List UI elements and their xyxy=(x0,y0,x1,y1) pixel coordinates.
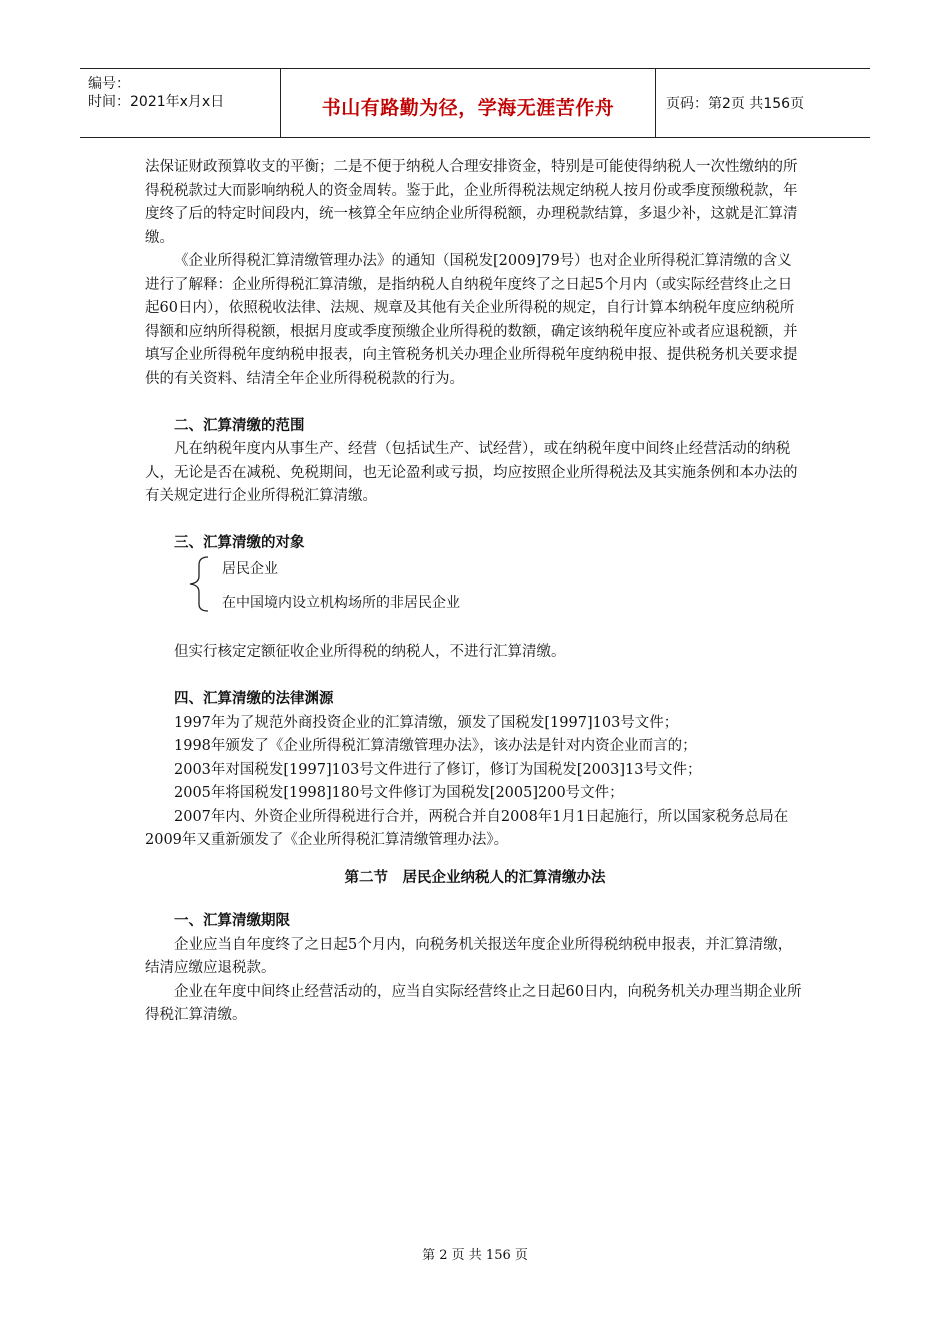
document-body xyxy=(145,156,805,1028)
paragraph-object-note: 但实行核定定额征收企业所得税的纳税人，不进行汇算清缴。 xyxy=(174,644,566,660)
object-brace-list xyxy=(174,556,805,618)
header-motto: 书山有路勤为径，学海无涯苦作舟 xyxy=(321,97,615,119)
section-title: 第二节 居民企业纳税人的汇算清缴办法 xyxy=(344,869,606,886)
heading-scope: 二、汇算清缴的范围 xyxy=(174,417,305,434)
header-left-cell xyxy=(80,69,281,137)
header-right-cell xyxy=(656,69,870,137)
page-footer: 第 2 页 共 156 页 xyxy=(422,1248,528,1263)
document-number-label: 编号： xyxy=(88,76,130,92)
paragraph-budget-balance: 法保证财政预算收支的平衡；二是不便于纳税人合理安排资金，特别是可能使得纳税人一次性缴纳的所得税税款过大而影响纳税人的资金周转。鉴于此，企业所得税法规定纳税人按月份或季度预缴税款，年度终了后的特定时间段内，统一核算全年应纳企业所得税额，办理税款结算，多退少补，这就是汇算清缴。 xyxy=(145,159,798,246)
law-item-1997: 1997年为了规范外商投资企业的汇算清缴，颁发了国税发[1997]103号文件； xyxy=(174,714,679,731)
law-item-2003: 2003年对国税发[1997]103号文件进行了修订，修订为国税发[2003]13号文件； xyxy=(174,761,702,778)
header-page-label: 页码：第2页 共156页 xyxy=(666,96,805,112)
heading-period: 一、汇算清缴期限 xyxy=(174,913,290,929)
object-item-nonresident: 在中国境内设立机构场所的非居民企业 xyxy=(222,594,460,611)
law-item-2007: 2007年内、外资企业所得税进行合并，两税合并自2008年1月1日起施行，所以国家税务总局在2009年又重新颁发了《企业所得税汇算清缴管理办法》。 xyxy=(145,808,789,848)
page-header xyxy=(80,68,870,138)
heading-object: 三、汇算清缴的对象 xyxy=(174,535,305,551)
document-date-label: 时间：2021年x月x日 xyxy=(88,94,225,110)
law-item-2005: 2005年将国税发[1998]180号文件修订为国税发[2005]200号文件； xyxy=(174,785,624,801)
paragraph-scope: 凡在纳税年度内从事生产、经营（包括试生产、试经营），或在纳税年度中间终止经营活动的纳税人，无论是否在减税、免税期间，也无论盈利或亏损，均应按照企业所得税法及其实施条例和本办法的有关规定进行企业所得税汇算清缴。 xyxy=(145,441,798,504)
paragraph-period-2: 企业在年度中间终止经营活动的，应当自实际经营终止之日起60日内，向税务机关办理当期企业所得税汇算清缴。 xyxy=(145,983,802,1023)
law-item-1998: 1998年颁发了《企业所得税汇算清缴管理办法》，该办法是针对内资企业而言的； xyxy=(174,738,697,754)
paragraph-definition: 《企业所得税汇算清缴管理办法》的通知（国税发[2009]79号）也对企业所得税汇算清缴的含义进行了解释：企业所得税汇算清缴，是指纳税人自纳税年度终了之日起5个月内（或实际经营终止之日起60日内），依照税收法律、法规、规章及其他有关企业所得税的规定，自行计算本纳税年度应纳税所得额和应纳所得税额，根据月度或季度预缴企业所得税的数额，确定该纳税年度应补或者应退税额，并填写企业所得税年度纳税申报表，向主管税务机关办理企业所得税年度纳税申报、提供税务机关要求提供的有关资料、结清全年企业所得税税款的行为。 xyxy=(145,253,798,387)
paragraph-period-1: 企业应当自年度终了之日起5个月内，向税务机关报送年度企业所得税纳税申报表，并汇算清缴，结清应缴应退税款。 xyxy=(145,936,793,976)
object-item-resident: 居民企业 xyxy=(222,560,278,577)
header-middle-cell xyxy=(281,69,656,137)
heading-legal-source: 四、汇算清缴的法律渊源 xyxy=(174,691,334,707)
